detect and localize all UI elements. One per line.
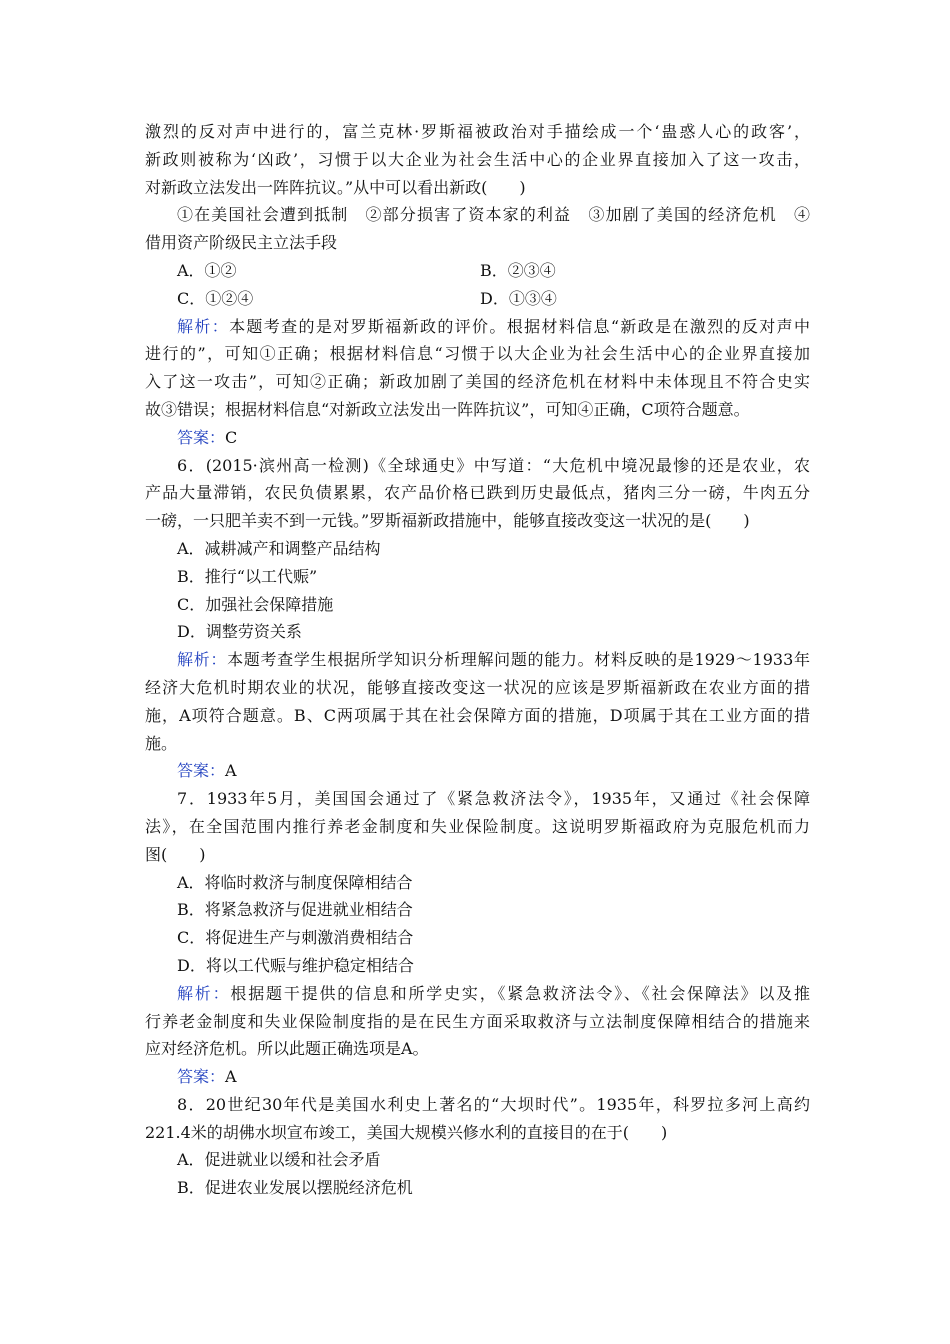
q7-stem-line: 7．1933年5月，美国国会通过了《紧急救济法令》，1935年，又通过《社会保障 — [177, 789, 810, 809]
q6-option-d: D．调整劳资关系 — [177, 622, 302, 642]
q6-option-a: A．减耕减产和调整产品结构 — [177, 538, 381, 558]
answer-label: 答案： — [177, 427, 226, 447]
q5-analysis-line: 入了这一攻击”，可知②正确；新政加剧了美国的经济危机在材料中未体现且不符合史实 — [145, 372, 810, 392]
answer-value: A — [225, 1067, 237, 1087]
q7-option-c: C．将促进生产与刺激消费相结合 — [177, 928, 414, 948]
q6-stem-line: 6．(2015·滨州高一检测)《全球通史》中写道：“大危机中境况最惨的还是农业，农 — [177, 455, 810, 475]
q5-option-b: B．②③④ — [480, 260, 556, 280]
document-page — [145, 118, 810, 1202]
q7-stem-line: 法》，在全国范围内推行养老金制度和失业保险制度。这说明罗斯福政府为克服危机而力 — [145, 816, 810, 836]
q5-answer — [145, 424, 810, 452]
q5-analysis-line: 故③错误；根据材料信息“对新政立法发出一阵阵抗议”，可知④正确，C项符合题意。 — [145, 399, 750, 419]
question-6 — [145, 452, 810, 786]
question-7 — [145, 785, 810, 1091]
q5-option-c: C．①②④ — [177, 288, 254, 308]
q6-answer — [145, 757, 810, 785]
analysis-label: 解析： — [177, 983, 231, 1003]
q5-analysis-line — [145, 313, 810, 341]
q7-analysis-line: 应对经济危机。所以此题正确选项是A。 — [145, 1039, 429, 1059]
analysis-label: 解析： — [177, 316, 230, 336]
q8-stem-line: 221.4米的胡佛水坝宣布竣工，美国大规模兴修水利的直接目的在于( ) — [145, 1122, 668, 1142]
q5-stem-line: 激烈的反对声中进行的，富兰克林·罗斯福被政治对手描绘成一个‘蛊惑人心的政客’， — [145, 122, 810, 141]
analysis-label: 解析： — [177, 650, 228, 670]
q7-option-a: A．将临时救济与制度保障相结合 — [177, 872, 413, 892]
q5-stem-line: 新政则被称为‘凶政’，习惯于以大企业为社会生活中心的企业界直接加入了这一攻击， — [145, 149, 810, 169]
q5-analysis-line: 进行的”，可知①正确；根据材料信息“习惯于以大企业为社会生活中心的企业界直接加 — [145, 344, 810, 364]
answer-label: 答案： — [177, 1067, 226, 1087]
q6-option-b: B．推行“以工代赈” — [177, 566, 318, 586]
q5-options-row — [145, 285, 810, 313]
q7-option-b: B．将紧急救济与促进就业相结合 — [177, 900, 413, 920]
q5-option-d: D．①③④ — [480, 288, 557, 308]
q8-stem-line: 8．20世纪30年代是美国水利史上著名的“大坝时代”。1935年，科罗拉多河上高约 — [177, 1094, 810, 1114]
q5-option-a: A．①② — [177, 260, 237, 280]
q7-option-d: D．将以工代赈与维护稳定相结合 — [177, 955, 414, 975]
q6-stem-line: 一磅，一只肥羊卖不到一元钱。”罗斯福新政措施中，能够直接改变这一状况的是( ) — [145, 511, 750, 531]
q6-option-c: C．加强社会保障措施 — [177, 594, 334, 614]
q8-option-b: B．促进农业发展以摆脱经济危机 — [177, 1178, 413, 1198]
q5-items-line: 借用资产阶级民主立法手段 — [145, 233, 338, 253]
q6-analysis-line — [145, 646, 810, 674]
q7-analysis-line — [145, 980, 810, 1008]
q6-analysis-line: 施。 — [145, 733, 178, 753]
q7-analysis-text: 根据题干提供的信息和所学史实，《紧急救济法令》、《社会保障法》以及推 — [230, 983, 810, 1003]
q7-stem-line: 图( ) — [145, 844, 206, 864]
q7-answer — [145, 1063, 810, 1091]
q6-analysis-line: 经济大危机时期农业的状况，能够直接改变这一状况的应该是罗斯福新政在农业方面的措 — [145, 677, 810, 697]
answer-value: C — [225, 427, 238, 447]
q5-stem-line: 对新政立法发出一阵阵抗议。”从中可以看出新政( ) — [145, 177, 526, 197]
answer-value: A — [225, 761, 237, 781]
question-8 — [145, 1091, 810, 1202]
q5-options-row — [145, 257, 810, 285]
q5-analysis-text: 本题考查的是对罗斯福新政的评价。根据材料信息“新政是在激烈的反对声中 — [229, 316, 810, 336]
q6-analysis-text: 本题考查学生根据所学知识分析理解问题的能力。材料反映的是1929～1933年 — [227, 650, 810, 670]
q5-items-line: ①在美国社会遭到抵制 ②部分损害了资本家的利益 ③加剧了美国的经济危机 ④ — [177, 205, 810, 225]
q7-analysis-line: 行养老金制度和失业保险制度指的是在民生方面采取救济与立法制度保障相结合的措施来 — [145, 1011, 810, 1031]
q8-option-a: A．促进就业以缓和社会矛盾 — [177, 1150, 381, 1170]
q6-stem-line: 产品大量滞销，农民负债累累，农产品价格已跌到历史最低点，猪肉三分一磅，牛肉五分 — [145, 483, 810, 503]
question-5 — [145, 118, 810, 452]
q6-analysis-line: 施，A项符合题意。B、C两项属于其在社会保障方面的措施，D项属于其在工业方面的措 — [145, 705, 810, 725]
answer-label: 答案： — [177, 761, 226, 781]
